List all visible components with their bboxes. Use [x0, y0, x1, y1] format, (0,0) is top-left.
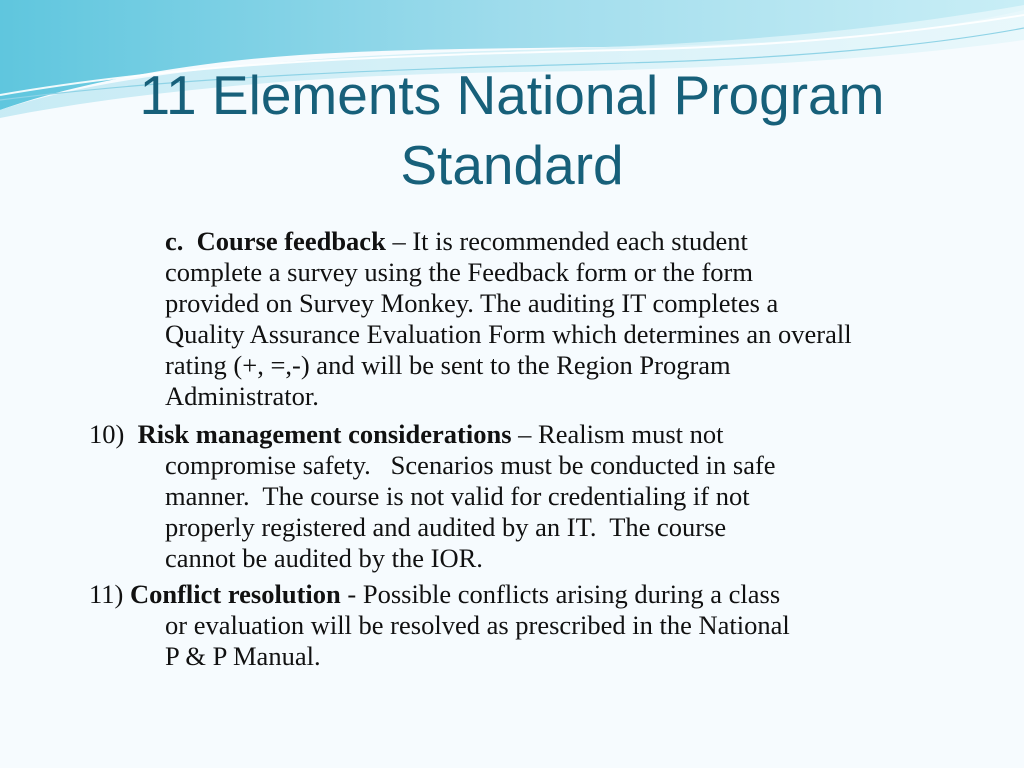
item-text-line: compromise safety. Scenarios must be conducted in safe — [165, 450, 776, 480]
list-item-course-feedback — [165, 226, 852, 412]
item-text-line: properly registered and audited by an IT. The course — [165, 512, 727, 542]
item-text-line: – Realism must not — [511, 419, 724, 449]
item-heading: Conflict resolution — [129, 579, 341, 609]
item-text-line: manner. The course is not valid for credentialing if not — [165, 481, 750, 511]
item-text-line: cannot be audited by the IOR. — [165, 543, 483, 573]
item-text-line: Quality Assurance Evaluation Form which determines an overall — [165, 319, 852, 349]
list-item-conflict-resolution — [89, 579, 790, 672]
slide-title-line-2: Standard — [400, 134, 624, 196]
item-prefix: 10) — [89, 419, 138, 449]
item-text-line: - Possible conflicts arising during a class — [340, 579, 781, 609]
item-text-line: provided on Survey Monkey. The auditing IT completes a — [165, 288, 779, 318]
item-text-line: P & P Manual. — [165, 641, 321, 671]
item-text-line: Administrator. — [165, 381, 319, 411]
item-heading: Risk management considerations — [137, 419, 512, 449]
item-text-line: – It is recommended each student — [385, 226, 748, 256]
slide-title-line-1: 11 Elements National Program — [139, 64, 885, 126]
item-text-line: complete a survey using the Feedback form or the form — [165, 257, 753, 287]
item-heading: Course feedback — [196, 226, 386, 256]
item-text-line: or evaluation will be resolved as prescribed in the National — [165, 610, 790, 640]
list-item-risk-management — [89, 419, 776, 574]
item-text-line: rating (+, =,-) and will be sent to the Region Program — [165, 350, 731, 380]
item-prefix: 11) — [89, 579, 130, 609]
item-prefix: c. — [165, 226, 197, 256]
slide-title — [0, 60, 1024, 200]
